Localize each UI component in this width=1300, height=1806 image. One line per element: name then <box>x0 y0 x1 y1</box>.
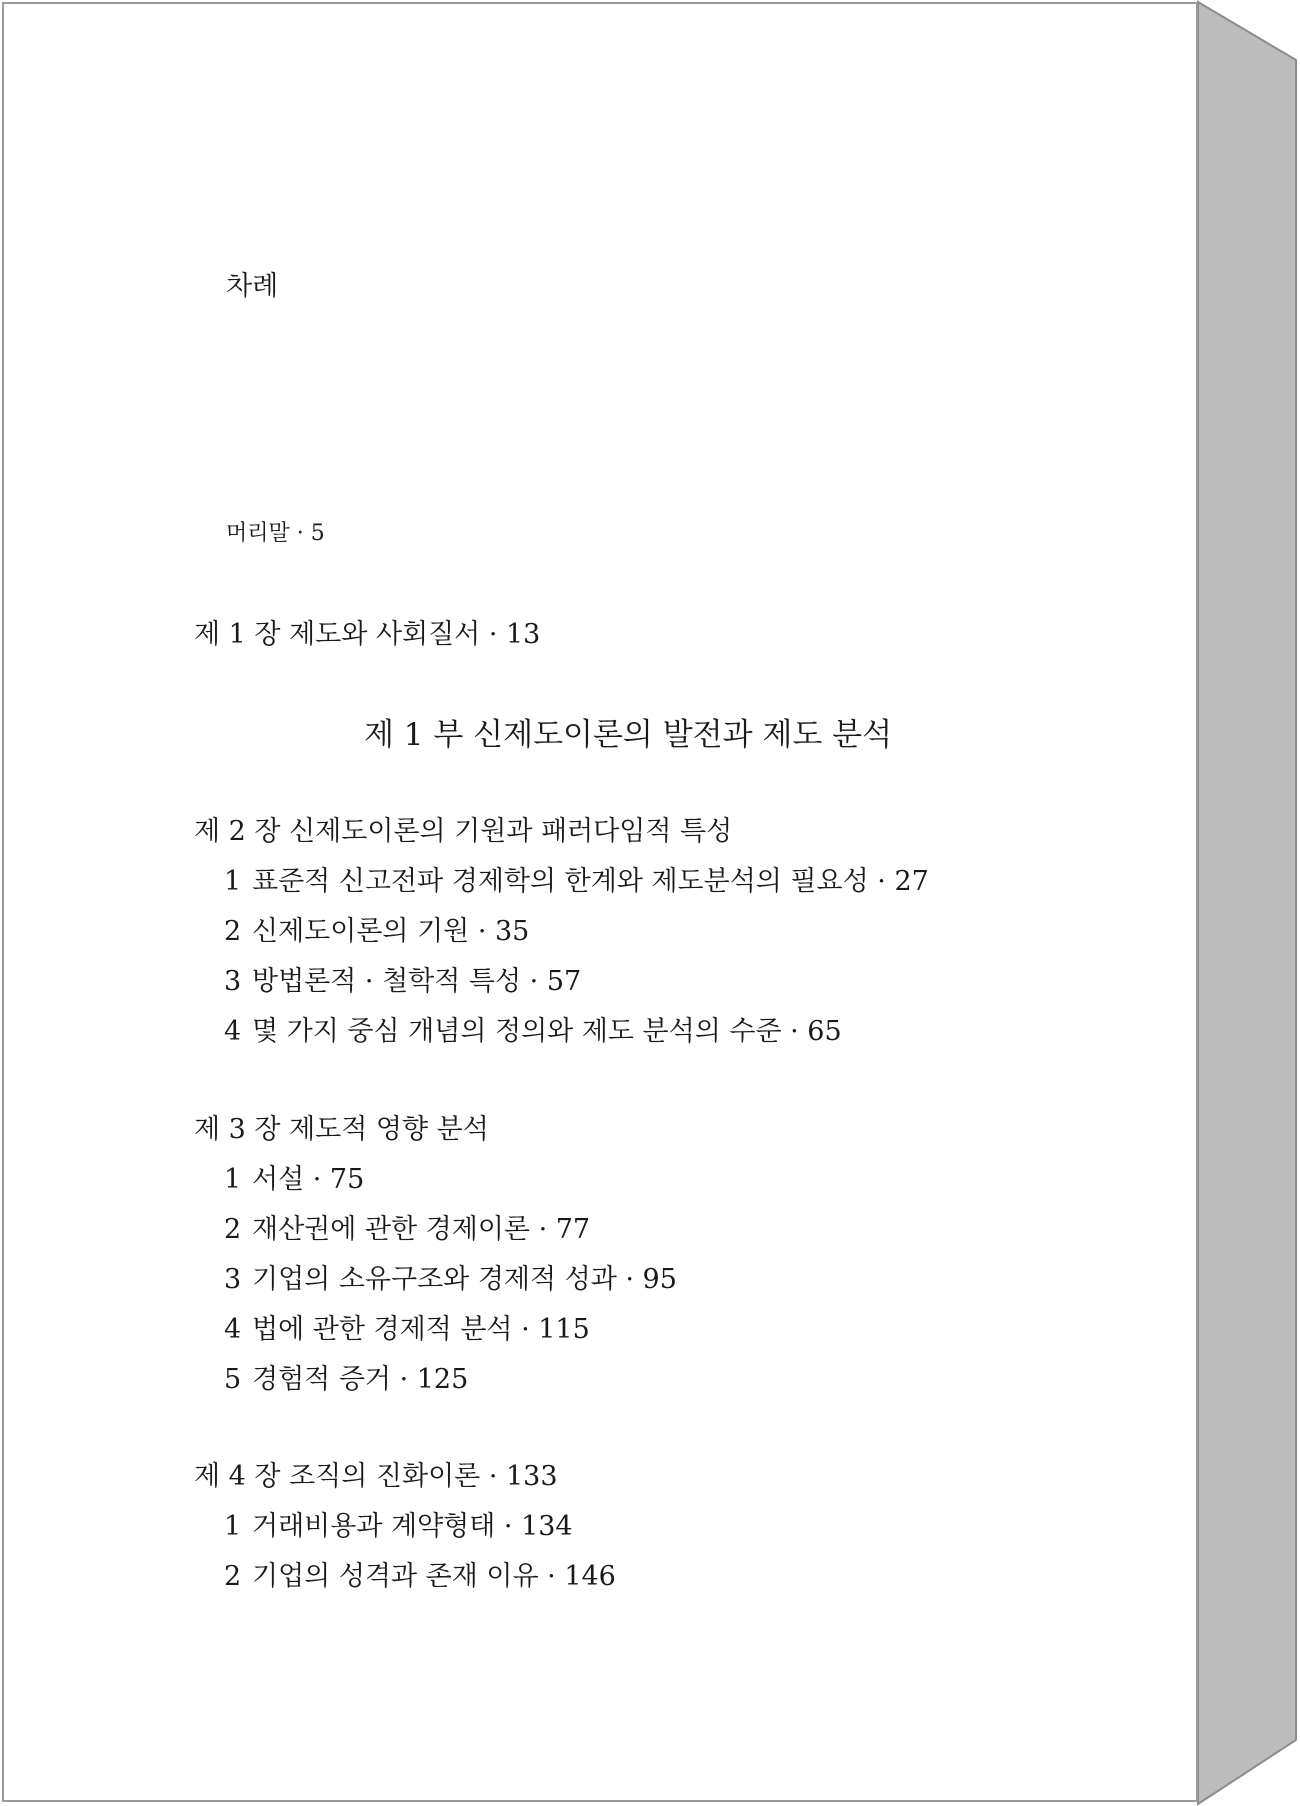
toc-section: 4 법에 관한 경제적 분석 · 115 <box>224 1314 590 1345</box>
toc-chapter-3: 제 3 장 제도적 영향 분석 <box>194 1114 489 1145</box>
toc-title: 차례 <box>226 271 279 302</box>
toc-chapter-1: 제 1 장 제도와 사회질서 · 13 <box>194 619 541 650</box>
toc-section: 4 몇 가지 중심 개념의 정의와 제도 분석의 수준 · 65 <box>224 1016 842 1047</box>
toc-section: 2 기업의 성격과 존재 이유 · 146 <box>224 1561 616 1592</box>
toc-section: 2 재산권에 관한 경제이론 · 77 <box>224 1214 591 1245</box>
toc-section: 2 신제도이론의 기원 · 35 <box>224 916 530 947</box>
toc-section: 3 방법론적 · 철학적 특성 · 57 <box>224 966 582 997</box>
book-page <box>2 2 1198 1802</box>
toc-chapter-4: 제 4 장 조직의 진화이론 · 133 <box>194 1461 558 1492</box>
toc-section: 1 표준적 신고전파 경제학의 한계와 제도분석의 필요성 · 27 <box>224 866 929 897</box>
toc-section: 5 경험적 증거 · 125 <box>224 1364 469 1395</box>
toc-part-1: 제 1 부 신제도이론의 발전과 제도 분석 <box>364 717 893 753</box>
toc-section: 1 거래비용과 계약형태 · 134 <box>224 1511 573 1542</box>
toc-preface: 머리말 · 5 <box>226 521 325 546</box>
toc-section: 3 기업의 소유구조와 경제적 성과 · 95 <box>224 1264 677 1295</box>
toc-chapter-2: 제 2 장 신제도이론의 기원과 패러다임적 특성 <box>194 816 733 847</box>
toc-section: 1 서설 · 75 <box>224 1164 365 1195</box>
